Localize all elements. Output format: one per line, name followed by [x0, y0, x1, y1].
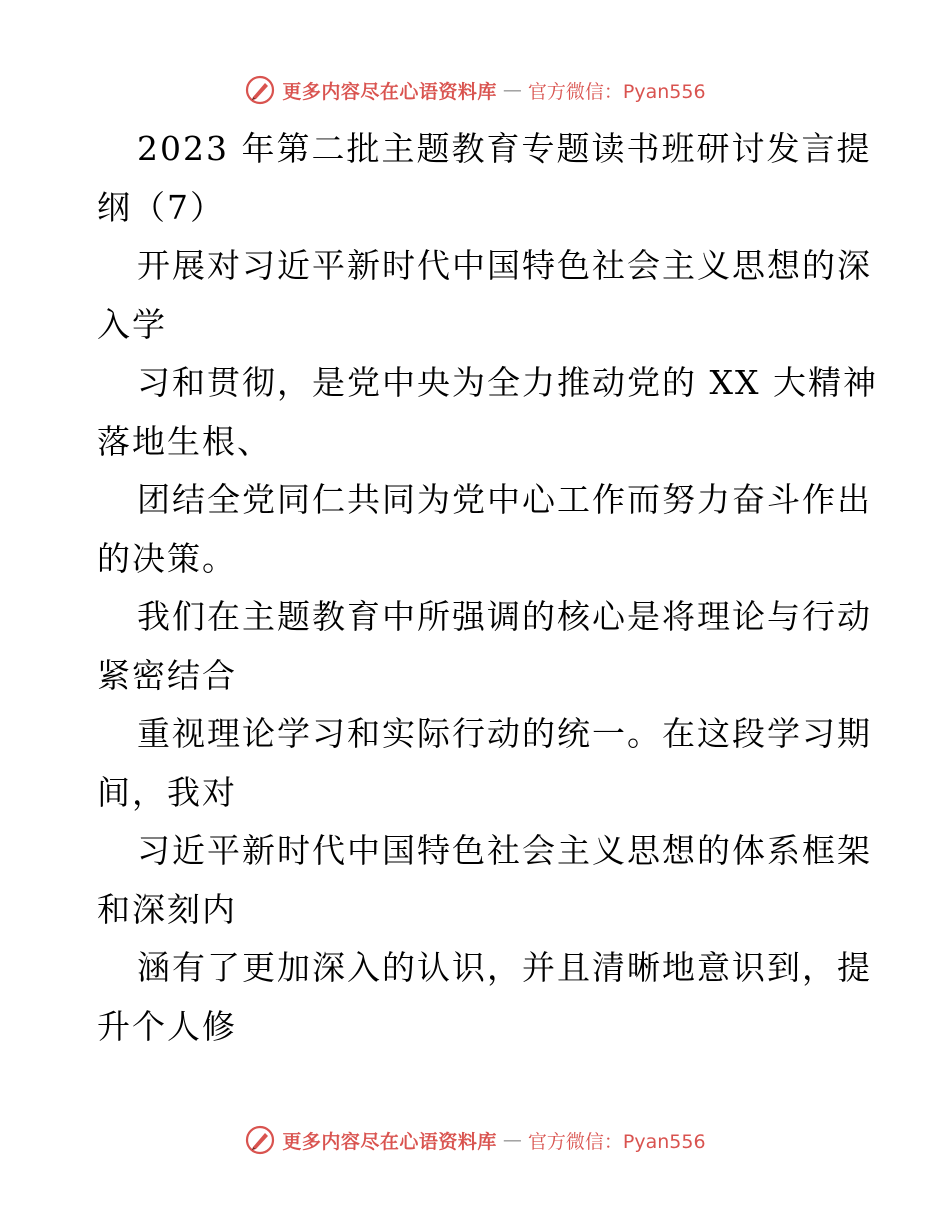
text-line: 习近平新时代中国特色社会主义思想的体系框架	[137, 831, 872, 870]
watermark-dash: —	[502, 1129, 522, 1151]
text-line: 纲（7）	[97, 187, 225, 227]
text-line: 升个人修	[97, 1006, 237, 1046]
text-line: 涵有了更加深入的认识，并且清晰地意识到，提	[137, 948, 872, 987]
text-line: 间，我对	[97, 772, 237, 812]
text-line: 2023 年第二批主题教育专题读书班研讨发言提	[137, 129, 872, 168]
pen-logo-icon	[244, 1124, 276, 1156]
text-line: 重视理论学习和实际行动的统一。在这段学习期	[137, 714, 872, 753]
header-watermark	[0, 72, 950, 108]
watermark-text: 更多内容尽在心语资料库	[282, 80, 497, 103]
watermark-wechat: 官方微信：Pyan556	[527, 1130, 706, 1153]
watermark-dash: —	[502, 79, 522, 101]
text-line: 的决策。	[97, 538, 237, 578]
text-line: 紧密结合	[97, 655, 237, 695]
footer-watermark	[0, 1122, 950, 1158]
text-line: 入学	[97, 304, 167, 344]
text-line: 我们在主题教育中所强调的核心是将理论与行动	[137, 597, 872, 636]
watermark-text: 更多内容尽在心语资料库	[282, 1130, 497, 1153]
text-line: 和深刻内	[97, 889, 237, 929]
text-line: 习和贯彻，是党中央为全力推动党的 XX 大精神	[137, 363, 878, 402]
text-line: 开展对习近平新时代中国特色社会主义思想的深	[137, 246, 872, 285]
text-line: 落地生根、	[97, 421, 272, 461]
document-body	[97, 120, 878, 1056]
watermark-wechat: 官方微信：Pyan556	[527, 80, 706, 103]
text-line: 团结全党同仁共同为党中心工作而努力奋斗作出	[137, 480, 872, 519]
pen-logo-icon	[244, 74, 276, 106]
